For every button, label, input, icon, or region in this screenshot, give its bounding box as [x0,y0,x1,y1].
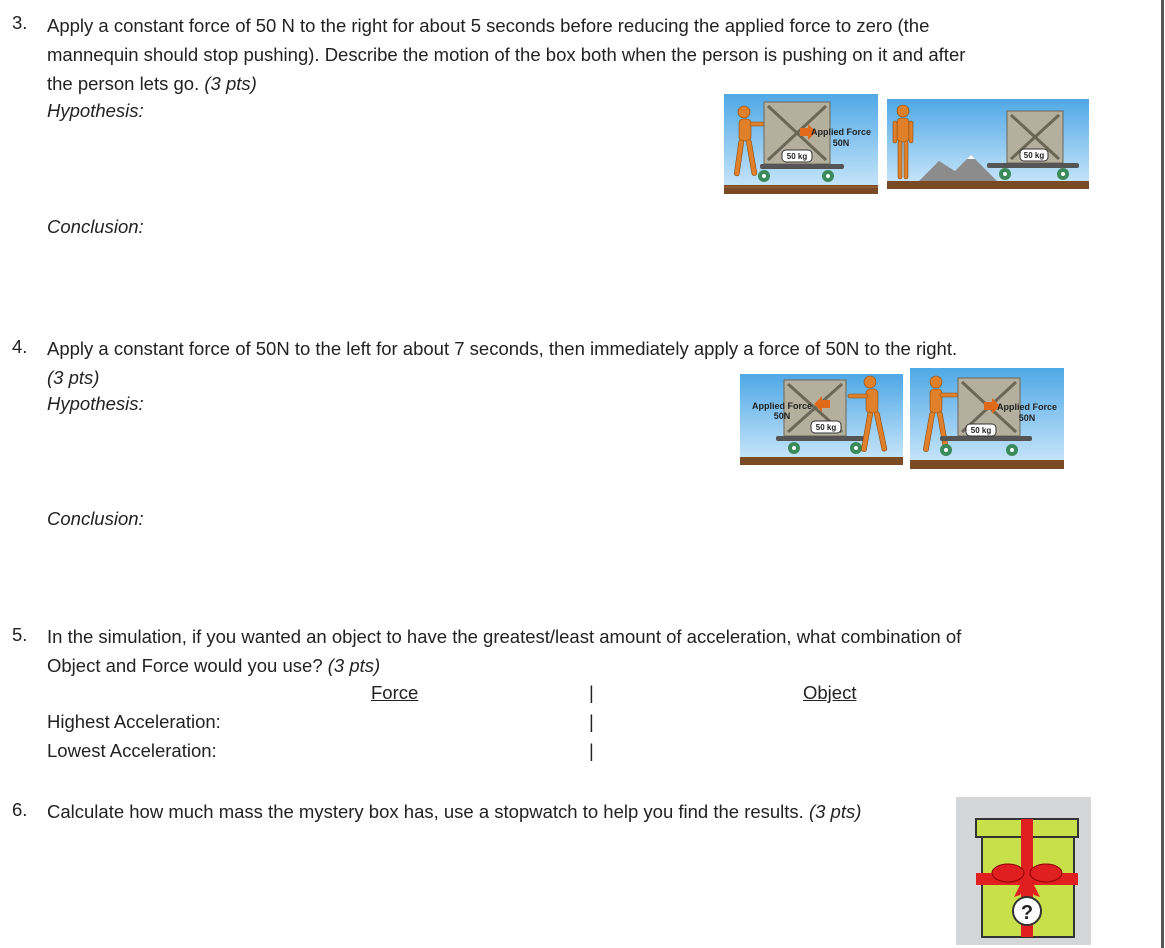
question-5-number: 5. [12,624,28,645]
question-3-hypothesis-label: Hypothesis: [47,100,144,121]
question-3-conclusion-label: Conclusion: [47,216,144,237]
column-separator: | [589,682,594,703]
force-column-header: Force [371,682,419,703]
ribbon-horizontal [976,873,1078,885]
mass-label: 50 kg [1023,151,1045,160]
question-4-number: 4. [12,336,28,357]
bow-left [992,864,1024,882]
applied-force-label: Applied Force [810,127,872,137]
mystery-symbol: ? [1020,902,1034,924]
question-3-line-1: Apply a constant force of 50 N to the right for about 5 seconds before reducing the applied force to zero (the [47,15,930,36]
lowest-acceleration-label: Lowest Acceleration: [47,740,217,761]
question-5-line-2: Object and Force would you use? (3 pts) [47,655,381,676]
question-5-line-1: In the simulation, if you wanted an object to have the greatest/least amount of acceleration, what combination of [47,626,962,647]
bow-right [1030,864,1062,882]
q3-release-image [887,99,1089,189]
applied-force-label: Applied Force [751,401,813,411]
question-5-text [47,622,961,680]
question-6-line-1: Calculate how much mass the mystery box has, use a stopwatch to help you find the results. (3 pts) [47,801,862,822]
force-value-label: 50N [832,138,850,148]
q4-push-right-image [910,368,1064,469]
question-5-points: (3 pts) [327,655,381,676]
question-6-text [47,797,861,826]
applied-force-label: Applied Force [996,402,1058,412]
question-3-line-3: the person lets go. (3 pts) [47,73,257,94]
question-4-hypothesis-label: Hypothesis: [47,393,144,414]
column-separator: | [589,711,594,732]
question-3-points: (3 pts) [204,73,257,94]
q4-push-left-image [740,374,903,465]
q3-push-right-image [724,94,878,194]
highest-acceleration-label: Highest Acceleration: [47,711,221,732]
question-3-number: 3. [12,12,28,33]
question-3-line-2: mannequin should stop pushing). Describe the motion of the box both when the person is pushing on it and after [47,44,966,65]
question-4-points: (3 pts) [47,367,100,388]
force-value-label: 50N [1018,413,1036,423]
question-3-text [47,11,965,98]
mass-label: 50 kg [786,152,808,161]
object-column-header: Object [803,682,857,703]
question-6-points: (3 pts) [808,801,862,822]
question-4-line-1: Apply a constant force of 50N to the left for about 7 seconds, then immediately apply a force of 50N to the right. [47,338,958,359]
mass-label: 50 kg [970,426,992,435]
mass-label: 50 kg [815,423,837,432]
question-6-number: 6. [12,799,28,820]
page-right-border [1161,0,1164,948]
question-4-conclusion-label: Conclusion: [47,508,144,529]
force-value-label: 50N [773,411,791,421]
column-separator: | [589,740,594,761]
mystery-box-image [956,797,1091,945]
